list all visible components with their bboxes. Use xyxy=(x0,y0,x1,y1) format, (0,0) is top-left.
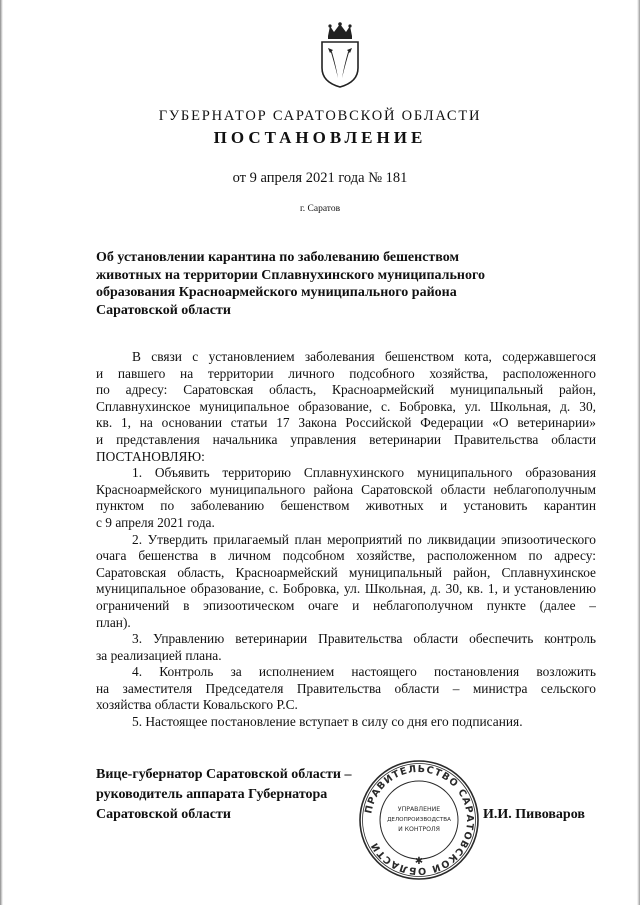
item-1-line: пунктом по заболеванию бешенством животных и установить карантин xyxy=(96,498,596,514)
svg-text:✱: ✱ xyxy=(414,856,424,867)
issue-city: г. Саратов xyxy=(299,204,341,214)
document-body xyxy=(96,349,596,731)
svg-text:ПРАВИТЕЛЬСТВО САРАТОВСКОЙ ОБЛА: ПРАВИТЕЛЬСТВО САРАТОВСКОЙ ОБЛАСТИ xyxy=(363,763,476,877)
document-title xyxy=(96,249,516,319)
document-type: ПОСТАНОВЛЕНИЕ xyxy=(213,128,427,147)
preamble-line: и павшего на территории личного подсобного хозяйства, расположенного xyxy=(96,365,596,381)
item-4-line: на заместителя Председателя Правительства области – министра сельского xyxy=(96,680,596,696)
document-date-number: от 9 апреля 2021 года № 181 xyxy=(232,170,408,186)
item-2-line: ограничений в эпизоотическом очаге и неблагополучном пункте (далее – xyxy=(96,597,596,613)
preamble-line: кв. 1, на основании статьи 17 Закона Российской Федерации «О ветеринарии» xyxy=(96,415,596,431)
title-line: Об установлении карантина по заболеванию бешенством xyxy=(96,250,460,265)
preamble-line: Сплавнухинское муниципальное образование, с. Бобровка, ул. Школьная, д. 30, xyxy=(96,398,596,414)
svg-text:ДЕЛОПРОИЗВОДСТВА: ДЕЛОПРОИЗВОДСТВА xyxy=(387,817,451,823)
signer-position-line: руководитель аппарата Губернатора xyxy=(96,787,328,802)
item-4-line: 4. Контроль за исполнением настоящего постановления возложить xyxy=(132,664,596,680)
official-seal-stamp xyxy=(357,758,481,882)
item-2-line: 2. Утвердить прилагаемый план мероприятий по ликвидации эпизоотического xyxy=(132,531,596,547)
svg-text:УПРАВЛЕНИЕ: УПРАВЛЕНИЕ xyxy=(397,806,441,813)
preamble-line: по адресу: Саратовская область, Красноармейский муниципальный район, xyxy=(96,382,596,398)
svg-text:И КОНТРОЛЯ: И КОНТРОЛЯ xyxy=(398,826,440,833)
signer-position-line: Саратовской области xyxy=(96,807,231,822)
item-4-line: хозяйства области Ковальского Р.С. xyxy=(96,697,298,713)
item-1-line: с 9 апреля 2021 года. xyxy=(96,514,215,530)
preamble-line: В связи с установлением заболевания бешенством кота, содержавшегося xyxy=(132,349,596,364)
item-1-line: Красноармейского муниципального района Саратовской области неблагополучным xyxy=(96,481,596,497)
item-2-line: муниципальное образование, с. Бобровка, ул. Школьная, д. 30, кв. 1, и установлению xyxy=(96,581,596,597)
coat-of-arms-emblem xyxy=(319,22,361,88)
item-2-line: план). xyxy=(96,614,131,630)
resolution-word: ПОСТАНОВЛЯЮ: xyxy=(96,448,205,464)
signer-name: И.И. Пивоваров xyxy=(483,807,585,822)
signer-position-line: Вице-губернатор Саратовской области – xyxy=(96,767,352,782)
issuer-heading: ГУБЕРНАТОР САРАТОВСКОЙ ОБЛАСТИ xyxy=(158,108,482,124)
item-2-line: очага бешенства в личном подсобном хозяйстве, расположенном по адресу: xyxy=(96,548,596,564)
title-line: образования Красноармейского муниципального района xyxy=(96,285,457,300)
item-1-line: 1. Объявить территорию Сплавнухинского муниципального образования xyxy=(132,465,596,481)
item-3-line: 3. Управлению ветеринарии Правительства области обеспечить контроль xyxy=(132,631,596,647)
item-5-line: 5. Настоящее постановление вступает в силу со дня его подписания. xyxy=(132,714,523,730)
title-line: животных на территории Сплавнухинского муниципального xyxy=(96,267,485,283)
title-line: Саратовской области xyxy=(96,302,231,318)
item-3-line: за реализацией плана. xyxy=(96,647,222,663)
item-2-line: Саратовская область, Красноармейский муниципальный район, Сплавнухинское xyxy=(96,564,596,580)
signer-position xyxy=(96,765,386,825)
preamble-line: и представления начальника управления ветеринарии Правительства области xyxy=(96,431,596,447)
